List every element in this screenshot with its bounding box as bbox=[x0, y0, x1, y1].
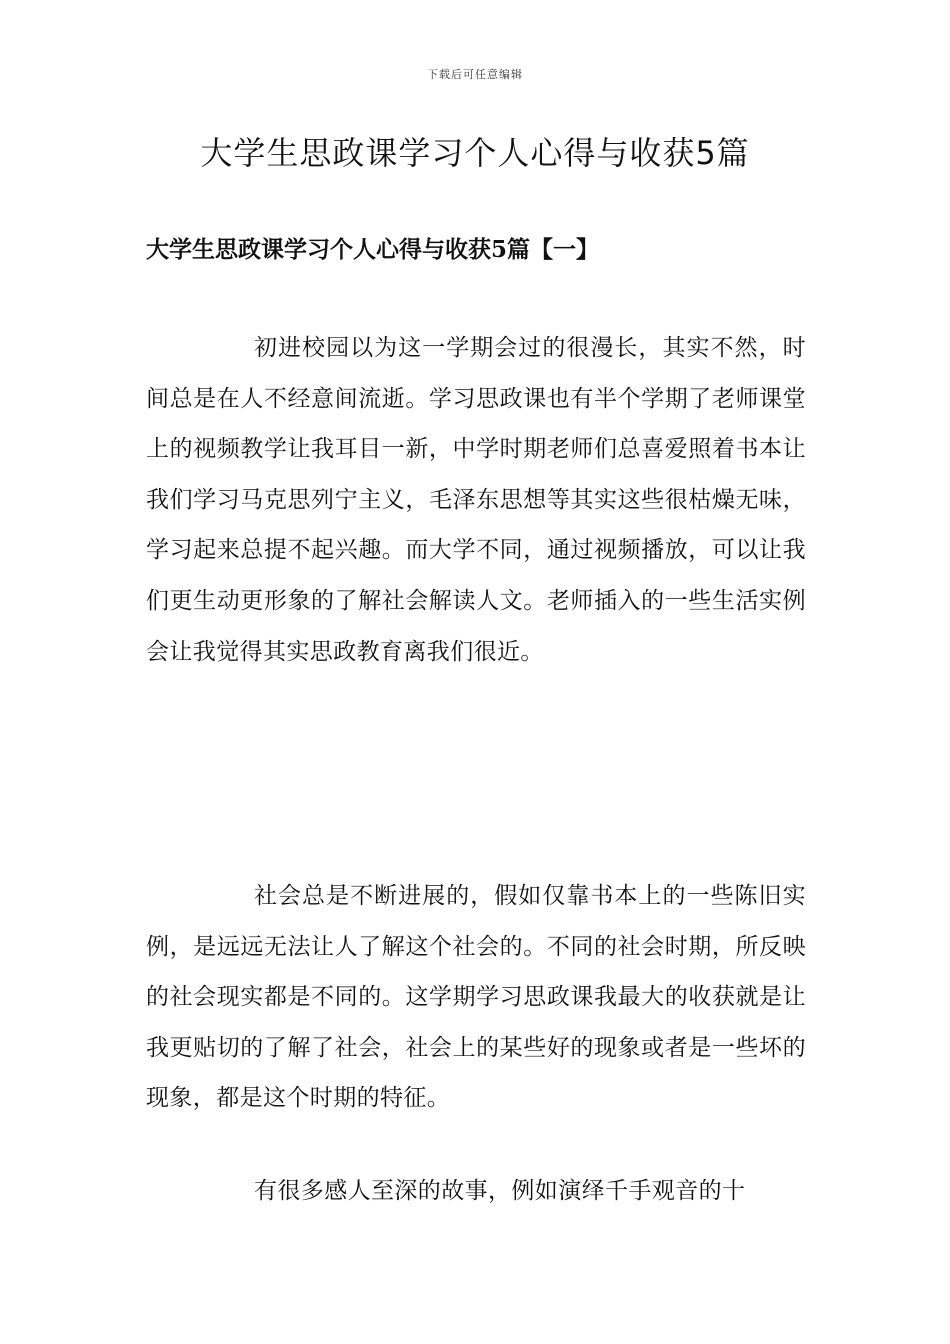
body-paragraph: 社会总是不断进展的，假如仅靠书本上的一些陈旧实例，是远远无法让人了解这个社会的。不同的社会时期，所反映的社会现实都是不同的。这学期学习思政课我最大的收获就是让我更贴切的了解了社会，社会上的某些好的现象或者是一些坏的现象，都是这个时期的特征。 bbox=[146, 883, 806, 1112]
body-paragraph: 有很多感人至深的故事，例如演绎千手观音的十 bbox=[254, 1178, 746, 1204]
section-heading: 大学生思政课学习个人心得与收获5篇【一】 bbox=[146, 236, 600, 263]
body-paragraph: 初进校园以为这一学期会过的很漫长，其实不然，时间总是在人不经意间流逝。学习思政课也有半个学期了老师课堂上的视频教学让我耳目一新，中学时期老师们总喜爱照着书本让我们学习马克思列宁主义，毛泽东思想等其实这些很枯燥无味，学习起来总提不起兴趣。而大学不同，通过视频播放，可以让我们更生动更形象的了解社会解读人文。老师插入的一些生活实例会让我觉得其实思政教育离我们很近。 bbox=[146, 335, 806, 665]
header-note: 下载后可任意编辑 bbox=[427, 68, 523, 81]
document-title: 大学生思政课学习个人心得与收获5篇 bbox=[200, 134, 750, 172]
